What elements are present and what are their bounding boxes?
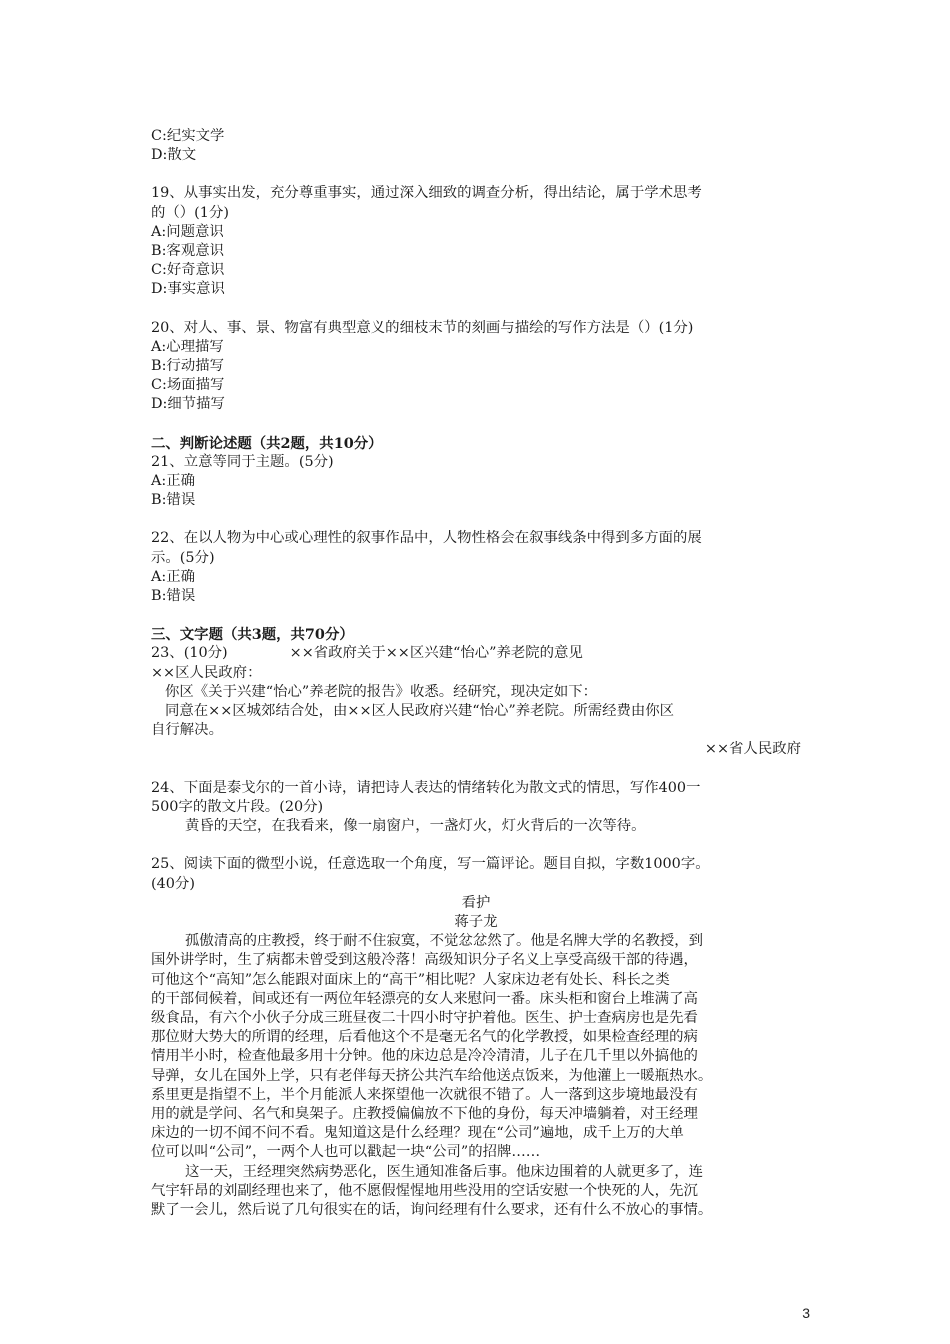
- q23-signature: ××省人民政府: [704, 741, 801, 758]
- q18-option-c: C:纪实文学: [151, 128, 225, 144]
- q23-addressee: ××区人民政府：: [151, 664, 262, 681]
- q19-stem-line2: 的（）(1分): [151, 204, 229, 221]
- q19-option-b: B:客观意识: [151, 243, 224, 260]
- story-line: 可他这个“高知”怎么能跟对面床上的“高干”相比呢？人家床边老有处长、科长之类: [151, 971, 670, 988]
- page-number: 3: [802, 1305, 810, 1321]
- q24-stem-line1: 24、下面是泰戈尔的一首小诗，请把诗人表达的情绪转化为散文式的情思，写作400一: [151, 779, 701, 796]
- q24-poem: 黄昏的天空，在我看来，像一扇窗户，一盏灯火，灯火背后的一次等待。: [185, 818, 646, 835]
- story-line: 默了一会儿，然后说了几句很实在的话，询问经理有什么要求，还有什么不放心的事情。: [151, 1201, 713, 1218]
- q19-option-c: C:好奇意识: [151, 262, 225, 279]
- story-line: 气宇轩昂的刘副经理也来了，他不愿假惺惺地用些没用的空话安慰一个快死的人，先沉: [151, 1182, 698, 1199]
- q18-option-d: D:散文: [151, 147, 197, 164]
- q23-doc-title: ××省政府关于××区兴建“怡心”养老院的意见: [289, 645, 583, 662]
- q21-option-a: A:正确: [151, 473, 196, 490]
- story-line: 位可以叫“公司”，一两个人也可以戳起一块“公司”的招牌……: [151, 1144, 541, 1161]
- q20-option-d: D:细节描写: [151, 396, 225, 413]
- q20-stem: 20、对人、事、景、物富有典型意义的细枝末节的刻画与描绘的写作方法是（）(1分): [151, 319, 694, 336]
- q20-option-b: B:行动描写: [151, 358, 224, 375]
- story-line: 导弹，女儿在国外上学，只有老伴每天挤公共汽车给他送点饭来，为他灌上一暖瓶热水。: [151, 1067, 713, 1084]
- story-author: 蒋子龙: [454, 913, 498, 930]
- q25-stem-line1: 25、阅读下面的微型小说，任意选取一个角度，写一篇评论。题目自拟，字数1000字。: [151, 856, 710, 873]
- q23-header-line: [151, 644, 801, 663]
- story-line: 用的就是学问、名气和臭架子。庄教授偏偏放不下他的身份，每天冲墙躺着，对王经理: [151, 1105, 698, 1122]
- q22-stem-line2: 示。(5分): [151, 549, 215, 566]
- story-line: 级食品，有六个小伙子分成三班昼夜二十四小时守护着他。医生、护士查病房也是先看: [151, 1009, 698, 1026]
- q22-option-a: A:正确: [151, 568, 196, 585]
- story-line: 孤傲清高的庄教授，终于耐不住寂寞，不觉忿忿然了。他是名牌大学的名教授，到: [185, 933, 704, 950]
- q25-stem-line2: (40分): [151, 875, 195, 892]
- q22-stem-line1: 22、在以人物为中心或心理性的叙事作品中，人物性格会在叙事线条中得到多方面的展: [151, 530, 702, 547]
- story-line: 那位财大势大的所谓的经理，后看他这个不是毫无名气的化学教授，如果检查经理的病: [151, 1029, 698, 1046]
- q24-stem-line2: 500字的散文片段。(20分): [151, 798, 324, 815]
- section2-heading: 二、判断论述题（共2题，共10分）: [151, 434, 383, 452]
- story-line: 床边的一切不闻不问不看。鬼知道这是什么经理？现在“公司”遍地，成千上万的大单: [151, 1125, 684, 1142]
- story-title: 看护: [461, 894, 491, 911]
- story-line: 情用半小时，检查他最多用十分钟。他的床边总是冷冷清清，儿子在几千里以外搞他的: [151, 1048, 698, 1065]
- q19-option-d: D:事实意识: [151, 281, 225, 298]
- q19-stem-line1: 19、从事实出发，充分尊重事实，通过深入细致的调查分析，得出结论，属于学术思考: [151, 185, 702, 202]
- q23-para1: 你区《关于兴建“怡心”养老院的报告》收悉。经研究，现决定如下：: [165, 683, 598, 700]
- story-line: 国外讲学时，生了病都未曾受到这般冷落！高级知识分子名义上享受高级干部的待遇，: [151, 952, 698, 969]
- page-content: [151, 127, 801, 1220]
- q21-option-b: B:错误: [151, 492, 196, 509]
- q22-option-b: B:错误: [151, 588, 196, 605]
- q20-option-c: C:场面描写: [151, 377, 225, 394]
- story-line: 的干部伺候着，间或还有一两位年轻漂亮的女人来慰问一番。床头柜和窗台上堆满了高: [151, 990, 698, 1007]
- q23-para2-line1: 同意在××区城郊结合处，由××区人民政府兴建“怡心”养老院。所需经费由你区: [165, 703, 675, 720]
- q19-option-a: A:问题意识: [151, 223, 224, 240]
- section3-heading: 三、文字题（共3题，共70分）: [151, 626, 354, 644]
- q23-para2-line2: 自行解决。: [151, 722, 223, 739]
- story-line: 这一天，王经理突然病势恶化，医生通知准备后事。他床边围着的人就更多了，连: [185, 1163, 704, 1180]
- story-line: 系里更是指望不上，半个月能派人来探望他一次就很不错了。人一落到这步境地最没有: [151, 1086, 698, 1103]
- q21-stem: 21、立意等同于主题。(5分): [151, 453, 334, 470]
- q20-option-a: A:心理描写: [151, 338, 224, 355]
- q23-prefix: 23、(10分): [151, 645, 228, 662]
